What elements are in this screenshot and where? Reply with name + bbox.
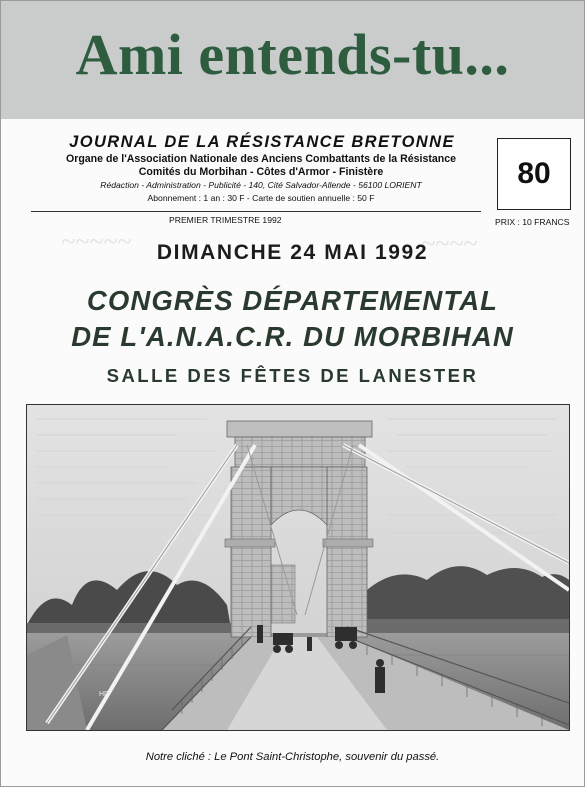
- bridge-photo: [26, 404, 570, 731]
- organ-line: Organe de l'Association Nationale des Anciens Combattants de la Résistance: [65, 153, 457, 165]
- headline-line-1: CONGRÈS DÉPARTEMENTAL: [86, 285, 499, 316]
- redaction-line: Rédaction - Administration - Publicité - 140, Cité Salvador-Allende - 56100 LORIENT: [100, 180, 422, 190]
- bleed-through-text: ~~~~~: [61, 227, 132, 256]
- quarter-label: PREMIER TRIMESTRE 1992: [169, 215, 282, 225]
- headline-line-2: DE L'A.N.A.C.R. DU MORBIHAN: [71, 321, 514, 352]
- issue-number-box: [497, 138, 571, 210]
- header-rule: [31, 211, 481, 212]
- photo-signature: HD: [99, 691, 110, 698]
- venue-line: SALLE DES FÊTES DE LANESTER: [106, 365, 479, 386]
- subscription-line: Abonnement : 1 an : 30 F - Carte de soutien annuelle : 50 F: [147, 193, 375, 203]
- event-date: DIMANCHE 24 MAI 1992: [156, 241, 429, 264]
- journal-title: JOURNAL DE LA RÉSISTANCE BRETONNE: [69, 133, 455, 151]
- masthead: [1, 1, 584, 119]
- photo-caption: Notre cliché : Le Pont Saint-Christophe, souvenir du passé.: [145, 751, 440, 763]
- price-label: PRIX : 10 FRANCS: [495, 217, 570, 227]
- masthead-title: Ami entends-tu...: [75, 22, 510, 87]
- issue-number: 80: [517, 157, 551, 190]
- suspension-bridge-illustration: [27, 405, 569, 730]
- bleed-through-text: ~~~~: [421, 229, 478, 258]
- committees-line: Comités du Morbihan - Côtes d'Armor - Finistère: [138, 166, 384, 178]
